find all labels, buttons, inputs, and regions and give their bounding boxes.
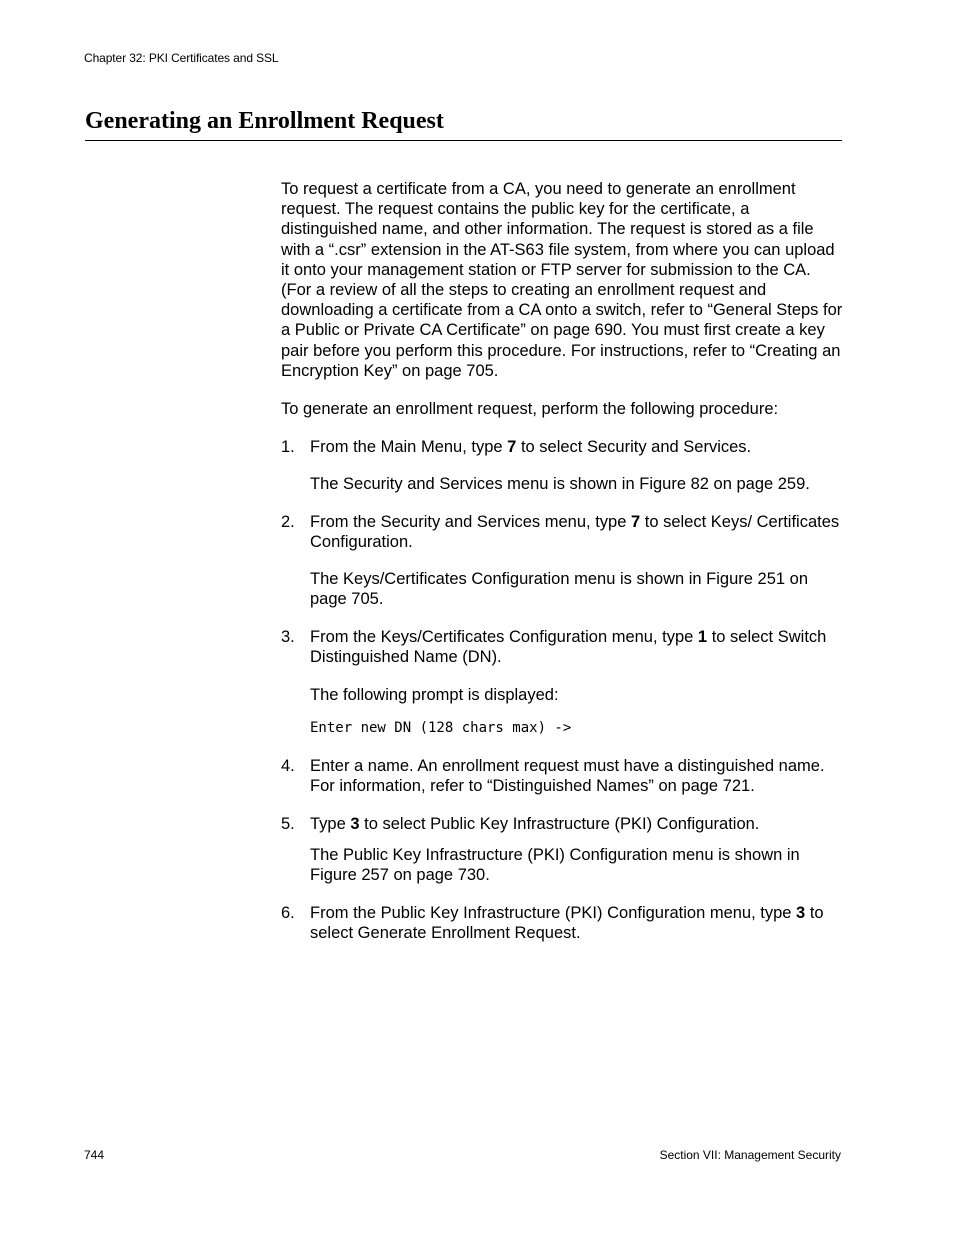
step-5-note: The Public Key Infrastructure (PKI) Configuration menu is shown in Figure 257 on page 730. [310, 846, 800, 885]
step-text: to select Switch Distinguished Name (DN). [310, 628, 827, 667]
step-1-note: The Security and Services menu is shown in Figure 82 on page 259. [310, 475, 810, 493]
procedure-intro: To generate an enrollment request, perform the following procedure: [281, 400, 779, 418]
menu-key: 3 [796, 904, 806, 922]
step-2 [281, 512, 843, 552]
step-text: to select Keys/ Certificates Configuration. [310, 513, 840, 552]
step-5 [281, 814, 843, 834]
step-text: From the Security and Services menu, type [310, 513, 631, 531]
step-3-note: The following prompt is displayed: [310, 686, 559, 704]
intro-block [281, 179, 843, 381]
section-footer: Section VII: Management Security [659, 1148, 841, 1162]
section-title: Generating an Enrollment Request [85, 106, 842, 141]
menu-key: 3 [350, 815, 360, 833]
step-text: Type [310, 815, 351, 833]
prompt-code: Enter new DN (128 chars max) -> [310, 720, 572, 736]
step-text: From the Public Key Infrastructure (PKI) Configuration menu, type [310, 904, 797, 922]
running-header: Chapter 32: PKI Certificates and SSL [84, 51, 279, 65]
step-text: to select Generate Enrollment Request. [310, 904, 824, 943]
step-2-note: The Keys/Certificates Configuration menu is shown in Figure 251 on page 705. [310, 570, 809, 609]
intro-paragraph: To request a certificate from a CA, you need to generate an enrollment request. The request contains the public key for the certificate, a distinguished name, and other information. The request is stored as a file with a “.csr” extension in the AT-S63 file system, from where you can upload it onto your management station or FTP server for submission to the CA. (For a review of all the steps to creating an enrollment request and downloading a certificate from a CA onto a switch, refer to “General Steps for a Public or Private CA Certificate” on page 690. You must first create a key pair before you perform this procedure. For instructions, refer to “Creating an Encryption Key” on page 705. [281, 180, 843, 380]
menu-key: 7 [507, 438, 517, 456]
page-number: 744 [84, 1148, 105, 1162]
step-text: to select Security and Services. [516, 438, 752, 456]
step-number: 4. [281, 757, 295, 775]
menu-key: 1 [697, 628, 708, 646]
step-number: 2. [281, 513, 295, 531]
step-text: Enter a name. An enrollment request must have a distinguished name. For information, refer to “Distinguished Names” on page 721. [310, 757, 825, 796]
step-text: From the Main Menu, type [310, 438, 508, 456]
step-text: From the Keys/Certificates Configuration menu, type [310, 628, 698, 646]
step-number: 3. [281, 628, 295, 646]
step-1 [281, 437, 843, 457]
step-3 [281, 627, 843, 667]
step-6 [281, 903, 843, 943]
step-number: 6. [281, 904, 295, 922]
menu-key: 7 [630, 513, 641, 531]
step-number: 1. [281, 438, 295, 456]
step-number: 5. [281, 815, 295, 833]
step-4 [281, 756, 843, 796]
step-text: to select Public Key Infrastructure (PKI) Configuration. [359, 815, 760, 833]
